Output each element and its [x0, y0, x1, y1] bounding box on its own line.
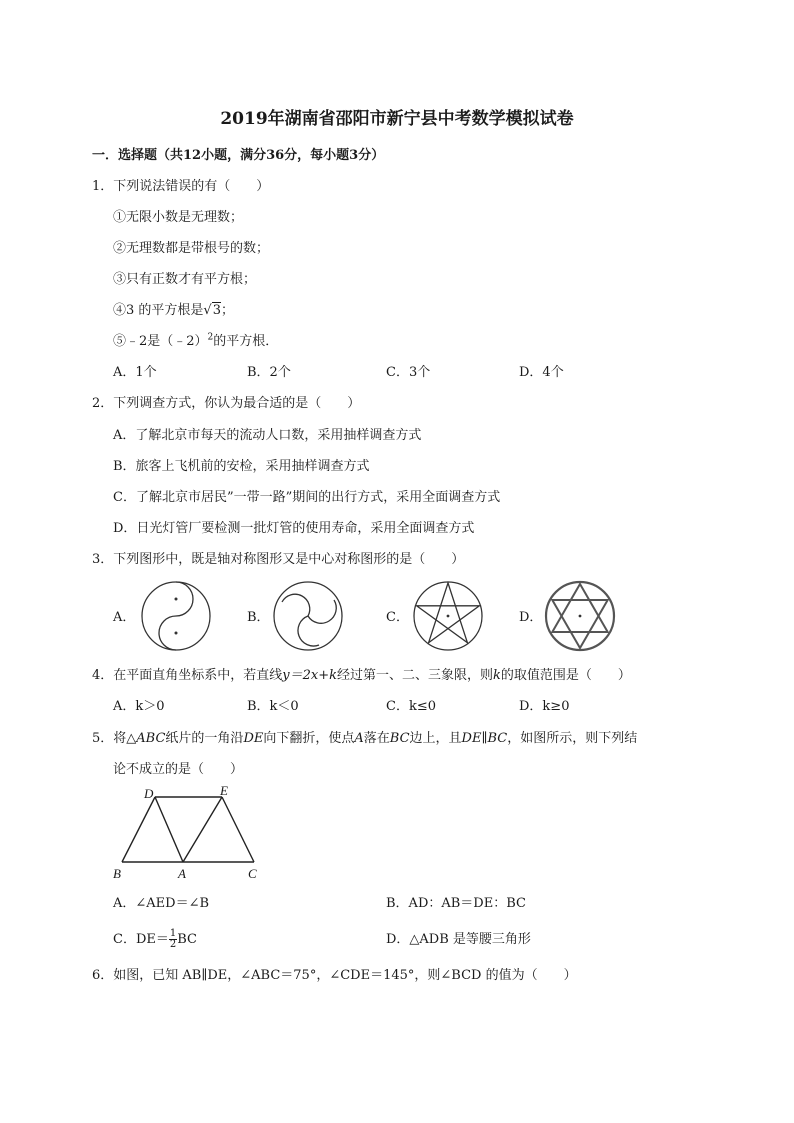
fig-label-a: A [178, 866, 186, 881]
q1-option-d: D．4个 [519, 365, 564, 380]
q4-equation: y＝2x+k [282, 668, 337, 683]
q5-stem-line1 [92, 727, 637, 746]
q6-stem: 6．如图，已知 AB∥DE，∠ABC＝75°，∠CDE＝145°，则∠BCD 的值为（ ） [92, 968, 577, 983]
q1-item-2: ②无理数都是带根号的数； [113, 241, 270, 256]
sqrt-sign: √ [203, 303, 212, 318]
q4-stem [92, 664, 631, 683]
q4-option-b: B．k＜0 [247, 699, 299, 714]
q5-text: DE∥BC [461, 731, 508, 746]
fig-label-e: E [220, 783, 228, 798]
q1-item-5 [113, 330, 278, 349]
fig-label-b: B [113, 866, 121, 881]
q4-option-d: D．k≥0 [519, 699, 570, 714]
q1-item-4-prefix: ④3 的平方根是 [113, 303, 204, 318]
q4-stem-suffix: 的取值范围是（ ） [500, 668, 631, 683]
q3-label-a: A． [113, 610, 136, 625]
q3-label-d: D． [519, 610, 543, 625]
q5-option-d: D．△ADB 是等腰三角形 [386, 932, 531, 947]
q1-item-1: ①无限小数是无理数； [113, 210, 244, 225]
q4-variable: k [493, 668, 501, 683]
q5-text: ，如图所示，则下列结 [507, 731, 638, 746]
q5-text: ABC [136, 731, 166, 746]
q5-option-b: B．AD：AB＝DE：BC [386, 896, 526, 911]
page-title: 2019年湖南省邵阳市新宁县中考数学模拟试卷 [220, 109, 574, 129]
q1-option-b: B．2个 [247, 365, 291, 380]
q5-text: A [354, 731, 364, 746]
q3-label-b: B． [247, 610, 270, 625]
fraction-numerator: 1 [169, 928, 177, 939]
q5-option-c-suffix: BC [177, 932, 197, 947]
q5-option-c-prefix: C．DE＝ [113, 932, 169, 947]
q1-option-a: A．1个 [113, 365, 157, 380]
q5-text: 5．将△ [92, 731, 137, 746]
q4-option-a: A．k＞0 [113, 699, 165, 714]
fig-label-d: D [144, 786, 154, 801]
q2-option-a: A．了解北京市每天的流动人口数，采用抽样调查方式 [113, 428, 422, 443]
q2-option-c: C．了解北京市居民”一带一路”期间的出行方式，采用全面调查方式 [113, 490, 501, 505]
q2-option-d: D．日光灯管厂要检测一批灯管的使用寿命，采用全面调查方式 [113, 521, 475, 536]
q5-text: DE [243, 731, 264, 746]
q1-item-4-radicand: 3 [212, 303, 221, 318]
q1-item-3: ③只有正数才有平方根； [113, 272, 257, 287]
q1-item-4-suffix: ； [220, 303, 234, 318]
q5-stem-line2: 论不成立的是（ ） [113, 762, 244, 777]
triple-swirl-figure [272, 580, 344, 652]
q1-item-5-exponent: 2 [207, 332, 214, 343]
section-heading: 一．选择题（共12小题，满分36分，每小题3分） [92, 148, 385, 163]
q1-option-c: C．3个 [386, 365, 431, 380]
q4-option-c: C．k≤0 [386, 699, 436, 714]
q1-stem: 1．下列说法错误的有（ ） [92, 179, 270, 194]
folded-triangle-figure [108, 782, 268, 882]
q1-item-5-suffix: 的平方根． [213, 334, 279, 349]
q4-stem-prefix: 4．在平面直角坐标系中，若直线 [92, 668, 283, 683]
fraction-denominator: 2 [169, 939, 177, 950]
q4-stem-mid: 经过第一、二、三象限，则 [337, 668, 494, 683]
q5-option-c [113, 928, 197, 950]
yin-yang-figure [140, 580, 212, 652]
fig-label-c: C [248, 866, 257, 881]
q5-text: 纸片的一角沿 [165, 731, 244, 746]
q5-text: BC [389, 731, 410, 746]
q1-item-4 [113, 299, 234, 318]
fraction [169, 929, 177, 950]
q5-text: 边上，且 [409, 731, 462, 746]
q2-stem: 2．下列调查方式，你认为最合适的是（ ） [92, 396, 361, 411]
hexagram-figure [544, 580, 616, 652]
q3-label-c: C． [386, 610, 409, 625]
q5-option-a: A．∠AED＝∠B [113, 896, 210, 911]
q5-text: 落在 [363, 731, 390, 746]
q3-stem: 3．下列图形中，既是轴对称图形又是中心对称图形的是（ ） [92, 552, 465, 567]
q5-text: 向下翻折，使点 [263, 731, 355, 746]
pentagram-figure [412, 580, 484, 652]
q2-option-b: B．旅客上飞机前的安检，采用抽样调查方式 [113, 459, 370, 474]
q1-item-5-prefix: ⑤﹣2是（﹣2） [113, 334, 208, 349]
